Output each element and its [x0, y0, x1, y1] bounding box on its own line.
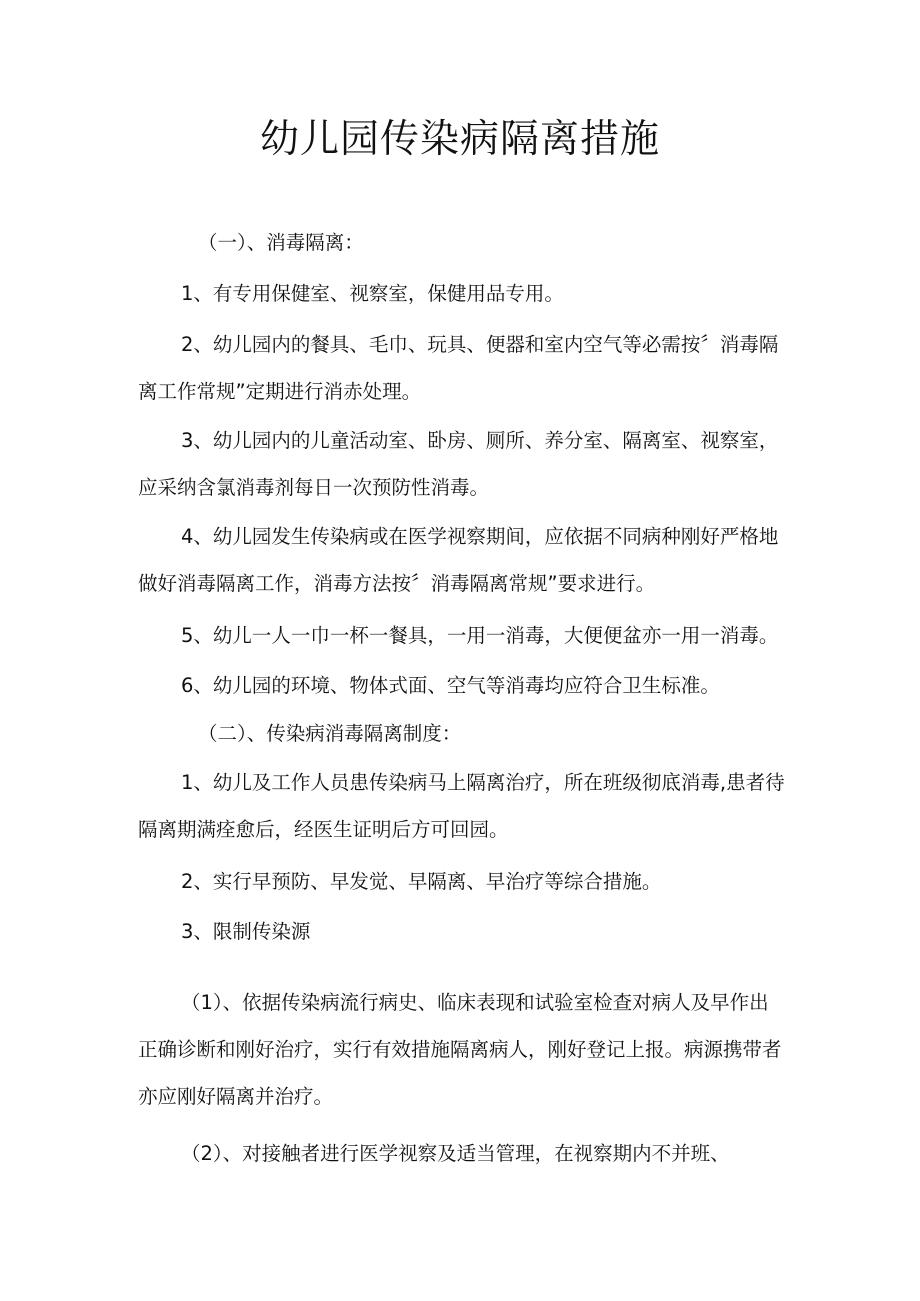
subparagraph-item: （2）、对接触者进行医学视察及适当管理，在视察期内不并班、	[181, 1142, 730, 1165]
paragraph-item: 3、限制传染源	[181, 920, 311, 943]
paragraph-item: 2、实行早预防、早发觉、早隔离、早治疗等综合措施。	[181, 870, 662, 893]
paragraph-item: 2、幼儿园内的餐具、毛巾、玩具、便器和室内空气等必需按〞消毒隔离工作常规”定期进行消赤处理。	[138, 333, 779, 403]
document-title: 幼儿园传染病隔离措施	[259, 117, 660, 162]
subparagraph-item: （1）、依据传染病流行病史、临床表现和试验室检查对病人及早作出正确诊断和刚好治疗，实行有效措施隔离病人，刚好登记上报。病源携带者亦应刚好隔离并治疗。	[138, 991, 782, 1108]
section-heading-disinfection: （一）、消毒隔离：	[198, 231, 364, 254]
paragraph-item: 6、幼儿园的环境、物体式面、空气等消毒均应符合卫生标准。	[181, 674, 720, 697]
paragraph-item: 1、有专用保健室、视察室，保健用品专用。	[181, 282, 564, 305]
section-heading-isolation-policy: （二）、传染病消毒隔离制度：	[198, 722, 462, 745]
paragraph-item: 5、幼儿一人一巾一杯一餐具，一用一消毒，大便便盆亦一用一消毒。	[181, 624, 779, 647]
paragraph-item: 4、幼儿园发生传染病或在医学视察期间，应依据不同病种刚好严格地做好消毒隔离工作，消毒方法按〞消毒隔离常规”要求进行。	[138, 525, 779, 595]
paragraph-item: 3、幼儿园内的儿童活动室、卧房、厕所、养分室、隔离室、视察室，应采纳含氯消毒剂每日一次预防性消毒。	[138, 429, 779, 499]
paragraph-item: 1、幼儿及工作人员患传染病马上隔离治疗，所在班级彻底消毒,患者待隔离期满痊愈后，经医生证明后方可回园。	[138, 771, 785, 841]
